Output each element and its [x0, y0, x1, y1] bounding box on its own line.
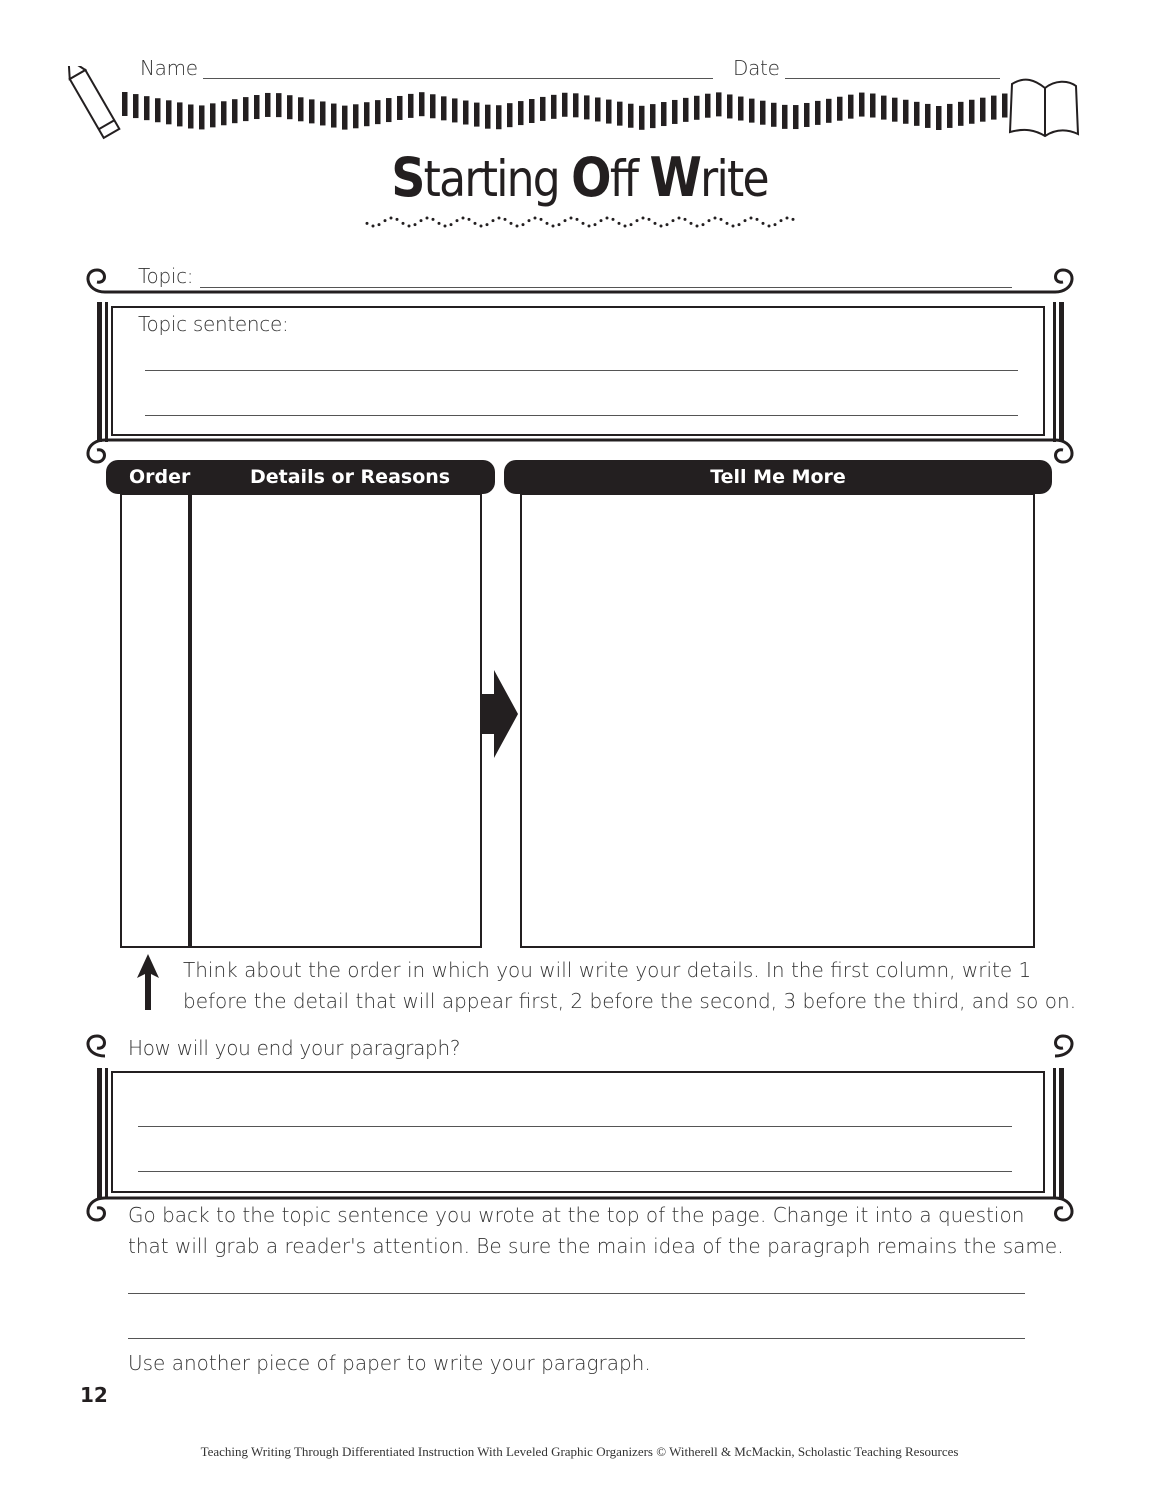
dot [582, 222, 585, 225]
stripe [375, 100, 381, 124]
scroll-curl-icon [1055, 270, 1072, 292]
stripe [606, 100, 612, 124]
dot [558, 223, 561, 226]
stripe [287, 95, 293, 119]
stripe [452, 98, 458, 122]
stripe [760, 101, 766, 125]
stripe [672, 100, 678, 124]
stripe [397, 96, 403, 120]
stripe [925, 104, 931, 128]
arrow-right-icon [478, 668, 522, 760]
stripe [650, 104, 656, 128]
dot [702, 223, 705, 226]
stripe [804, 103, 810, 127]
stripe [595, 97, 601, 121]
stripe [122, 92, 128, 116]
stripe [837, 97, 843, 121]
dot [384, 219, 387, 222]
dot [552, 224, 555, 227]
stripe [463, 101, 469, 125]
details-header-bar [106, 460, 495, 494]
stripe [331, 104, 337, 128]
stripe [969, 100, 975, 124]
stripe [144, 96, 150, 120]
dot [654, 222, 657, 225]
stripe [936, 106, 942, 130]
dot [444, 224, 447, 227]
dot [432, 218, 435, 221]
dot [720, 218, 723, 221]
stripe [199, 105, 205, 129]
dot [426, 217, 429, 220]
stripe [826, 99, 832, 123]
tell-me-more-box[interactable] [520, 493, 1035, 948]
question-line-2[interactable] [128, 1338, 1025, 1339]
stripe [485, 105, 491, 129]
stripe [507, 103, 513, 127]
dot [786, 217, 789, 220]
dot [414, 223, 417, 226]
stripe [430, 94, 436, 118]
stripe [749, 99, 755, 123]
stripe [958, 102, 964, 126]
book-icon [1010, 80, 1078, 136]
stripe [529, 99, 535, 123]
dot [450, 223, 453, 226]
dot [498, 217, 501, 220]
topic-sentence-line-2[interactable] [145, 415, 1018, 416]
dot [714, 217, 717, 220]
dot [366, 222, 369, 225]
stripe [133, 94, 139, 118]
dot [792, 218, 795, 221]
dot [438, 222, 441, 225]
stripe [364, 102, 370, 126]
dot [576, 218, 579, 221]
stripe [496, 105, 502, 129]
topic-sentence-label: Topic sentence: [138, 312, 289, 336]
details-header: Details or Reasons [250, 466, 451, 488]
dot [492, 219, 495, 222]
scroll-curl-icon [1055, 440, 1072, 462]
stripe [342, 106, 348, 130]
stripe [870, 94, 876, 118]
dot [564, 219, 567, 222]
stripe [210, 103, 216, 127]
dot [570, 217, 573, 220]
dot [618, 222, 621, 225]
question-line-1[interactable] [128, 1293, 1025, 1294]
dot [588, 224, 591, 227]
dot [534, 217, 537, 220]
order-column[interactable] [120, 493, 192, 948]
stripe [617, 102, 623, 126]
stripe [232, 99, 238, 123]
stripe [155, 98, 161, 122]
ending-label: How will you end your paragraph? [128, 1036, 461, 1060]
stripe [991, 96, 997, 120]
dot [474, 222, 477, 225]
dot [744, 219, 747, 222]
stripe [639, 106, 645, 130]
stripe [903, 100, 909, 124]
stripe [782, 105, 788, 129]
stripe [386, 98, 392, 122]
pencil-icon [61, 66, 120, 138]
name-label: Name [140, 56, 198, 80]
scroll-curl-icon [88, 1198, 105, 1220]
dot [546, 222, 549, 225]
dot [468, 218, 471, 221]
topic-field[interactable] [200, 287, 1012, 288]
dot [768, 224, 771, 227]
date-label: Date [733, 56, 780, 80]
stripe [914, 102, 920, 126]
dot [510, 222, 513, 225]
stripe [320, 101, 326, 125]
dot [378, 223, 381, 226]
stripe [309, 99, 315, 123]
order-header: Order [129, 466, 191, 488]
stripe [177, 102, 183, 126]
stripe [716, 92, 722, 116]
stripe [265, 93, 271, 117]
stripe [859, 93, 865, 117]
dot [390, 217, 393, 220]
stripe [892, 98, 898, 122]
question-instructions: Go back to the topic sentence you wrote at the top of the page. Change it into a question that will grab a reader's attention. Be sure the main idea of the paragraph remains the same. [128, 1203, 1064, 1258]
details-column[interactable] [188, 493, 482, 948]
page-number: 12 [80, 1383, 108, 1407]
stripe [188, 104, 194, 128]
ending-line-2[interactable] [138, 1171, 1012, 1172]
stripe [562, 93, 568, 117]
dot [630, 223, 633, 226]
dot [396, 218, 399, 221]
stripe [408, 94, 414, 118]
dot [522, 223, 525, 226]
stripe [419, 92, 425, 116]
scroll-curl-icon [88, 440, 105, 462]
scroll-curl-icon [1055, 1036, 1072, 1056]
dot [624, 224, 627, 227]
dot [486, 223, 489, 226]
stripe [353, 104, 359, 128]
stripe [1002, 94, 1008, 118]
stripe [243, 97, 249, 121]
closing-note: Use another piece of paper to write your paragraph. [128, 1351, 651, 1375]
stripe [727, 94, 733, 118]
stripe [573, 93, 579, 117]
stripe [661, 102, 667, 126]
order-instructions: Think about the order in which you will write your details. In the first column, write 1 before the detail that will appear first, 2 before the second, 3 before the third, and so on. [183, 958, 1077, 1013]
topic-label: Topic: [138, 264, 194, 288]
dot [420, 219, 423, 222]
footer-credit: Teaching Writing Through Differentiated Instruction With Leveled Graphic Organizers © Witherell & McMackin, Scholastic Teaching Resources [200, 1444, 959, 1459]
dot [480, 224, 483, 227]
arrow-up-icon [135, 952, 161, 1012]
stripe [540, 97, 546, 121]
stripe [551, 95, 557, 119]
topic-scroll-frame [75, 262, 1085, 482]
stripe [254, 95, 260, 119]
dot [594, 223, 597, 226]
stripe [221, 101, 227, 125]
dot [732, 224, 735, 227]
ending-line-1[interactable] [138, 1126, 1012, 1127]
dot [516, 224, 519, 227]
stripe [738, 97, 744, 121]
stripe [705, 94, 711, 118]
dot [696, 224, 699, 227]
dot [672, 219, 675, 222]
dot [600, 219, 603, 222]
dot [750, 217, 753, 220]
dot [690, 222, 693, 225]
dot [408, 224, 411, 227]
dot [666, 223, 669, 226]
dot [738, 223, 741, 226]
stripe [683, 98, 689, 122]
dot [660, 224, 663, 227]
dot [678, 217, 681, 220]
dot [642, 217, 645, 220]
stripe [815, 101, 821, 125]
stripe [947, 104, 953, 128]
dot [726, 222, 729, 225]
stripe [980, 98, 986, 122]
stripe [628, 104, 634, 128]
dot [774, 223, 777, 226]
stripe [441, 96, 447, 120]
stripe [771, 103, 777, 127]
stripe [298, 97, 304, 121]
dot [528, 219, 531, 222]
dot [684, 218, 687, 221]
scroll-curl-icon [88, 1036, 105, 1056]
tell-me-more-header: Tell Me More [504, 460, 1052, 494]
stripe [694, 96, 700, 120]
dot [780, 219, 783, 222]
dot [612, 218, 615, 221]
topic-sentence-line-1[interactable] [145, 370, 1018, 371]
stripe [276, 93, 282, 117]
stripe [848, 95, 854, 119]
stripe [584, 95, 590, 119]
dot [648, 218, 651, 221]
dot [708, 219, 711, 222]
stripe [518, 101, 524, 125]
dot [636, 219, 639, 222]
dot [540, 218, 543, 221]
scroll-curl-icon [88, 270, 105, 292]
dot [504, 218, 507, 221]
dot [462, 217, 465, 220]
dot [402, 222, 405, 225]
stripe [881, 96, 887, 120]
page-title: Starting Off Write [391, 146, 768, 209]
dot [456, 219, 459, 222]
dot [762, 222, 765, 225]
decorative-border [50, 66, 1090, 151]
stripe [474, 103, 480, 127]
stripe [166, 100, 172, 124]
dot [756, 218, 759, 221]
dotted-wave-divider [365, 214, 797, 230]
dot [372, 224, 375, 227]
dot [606, 217, 609, 220]
stripe [793, 105, 799, 129]
